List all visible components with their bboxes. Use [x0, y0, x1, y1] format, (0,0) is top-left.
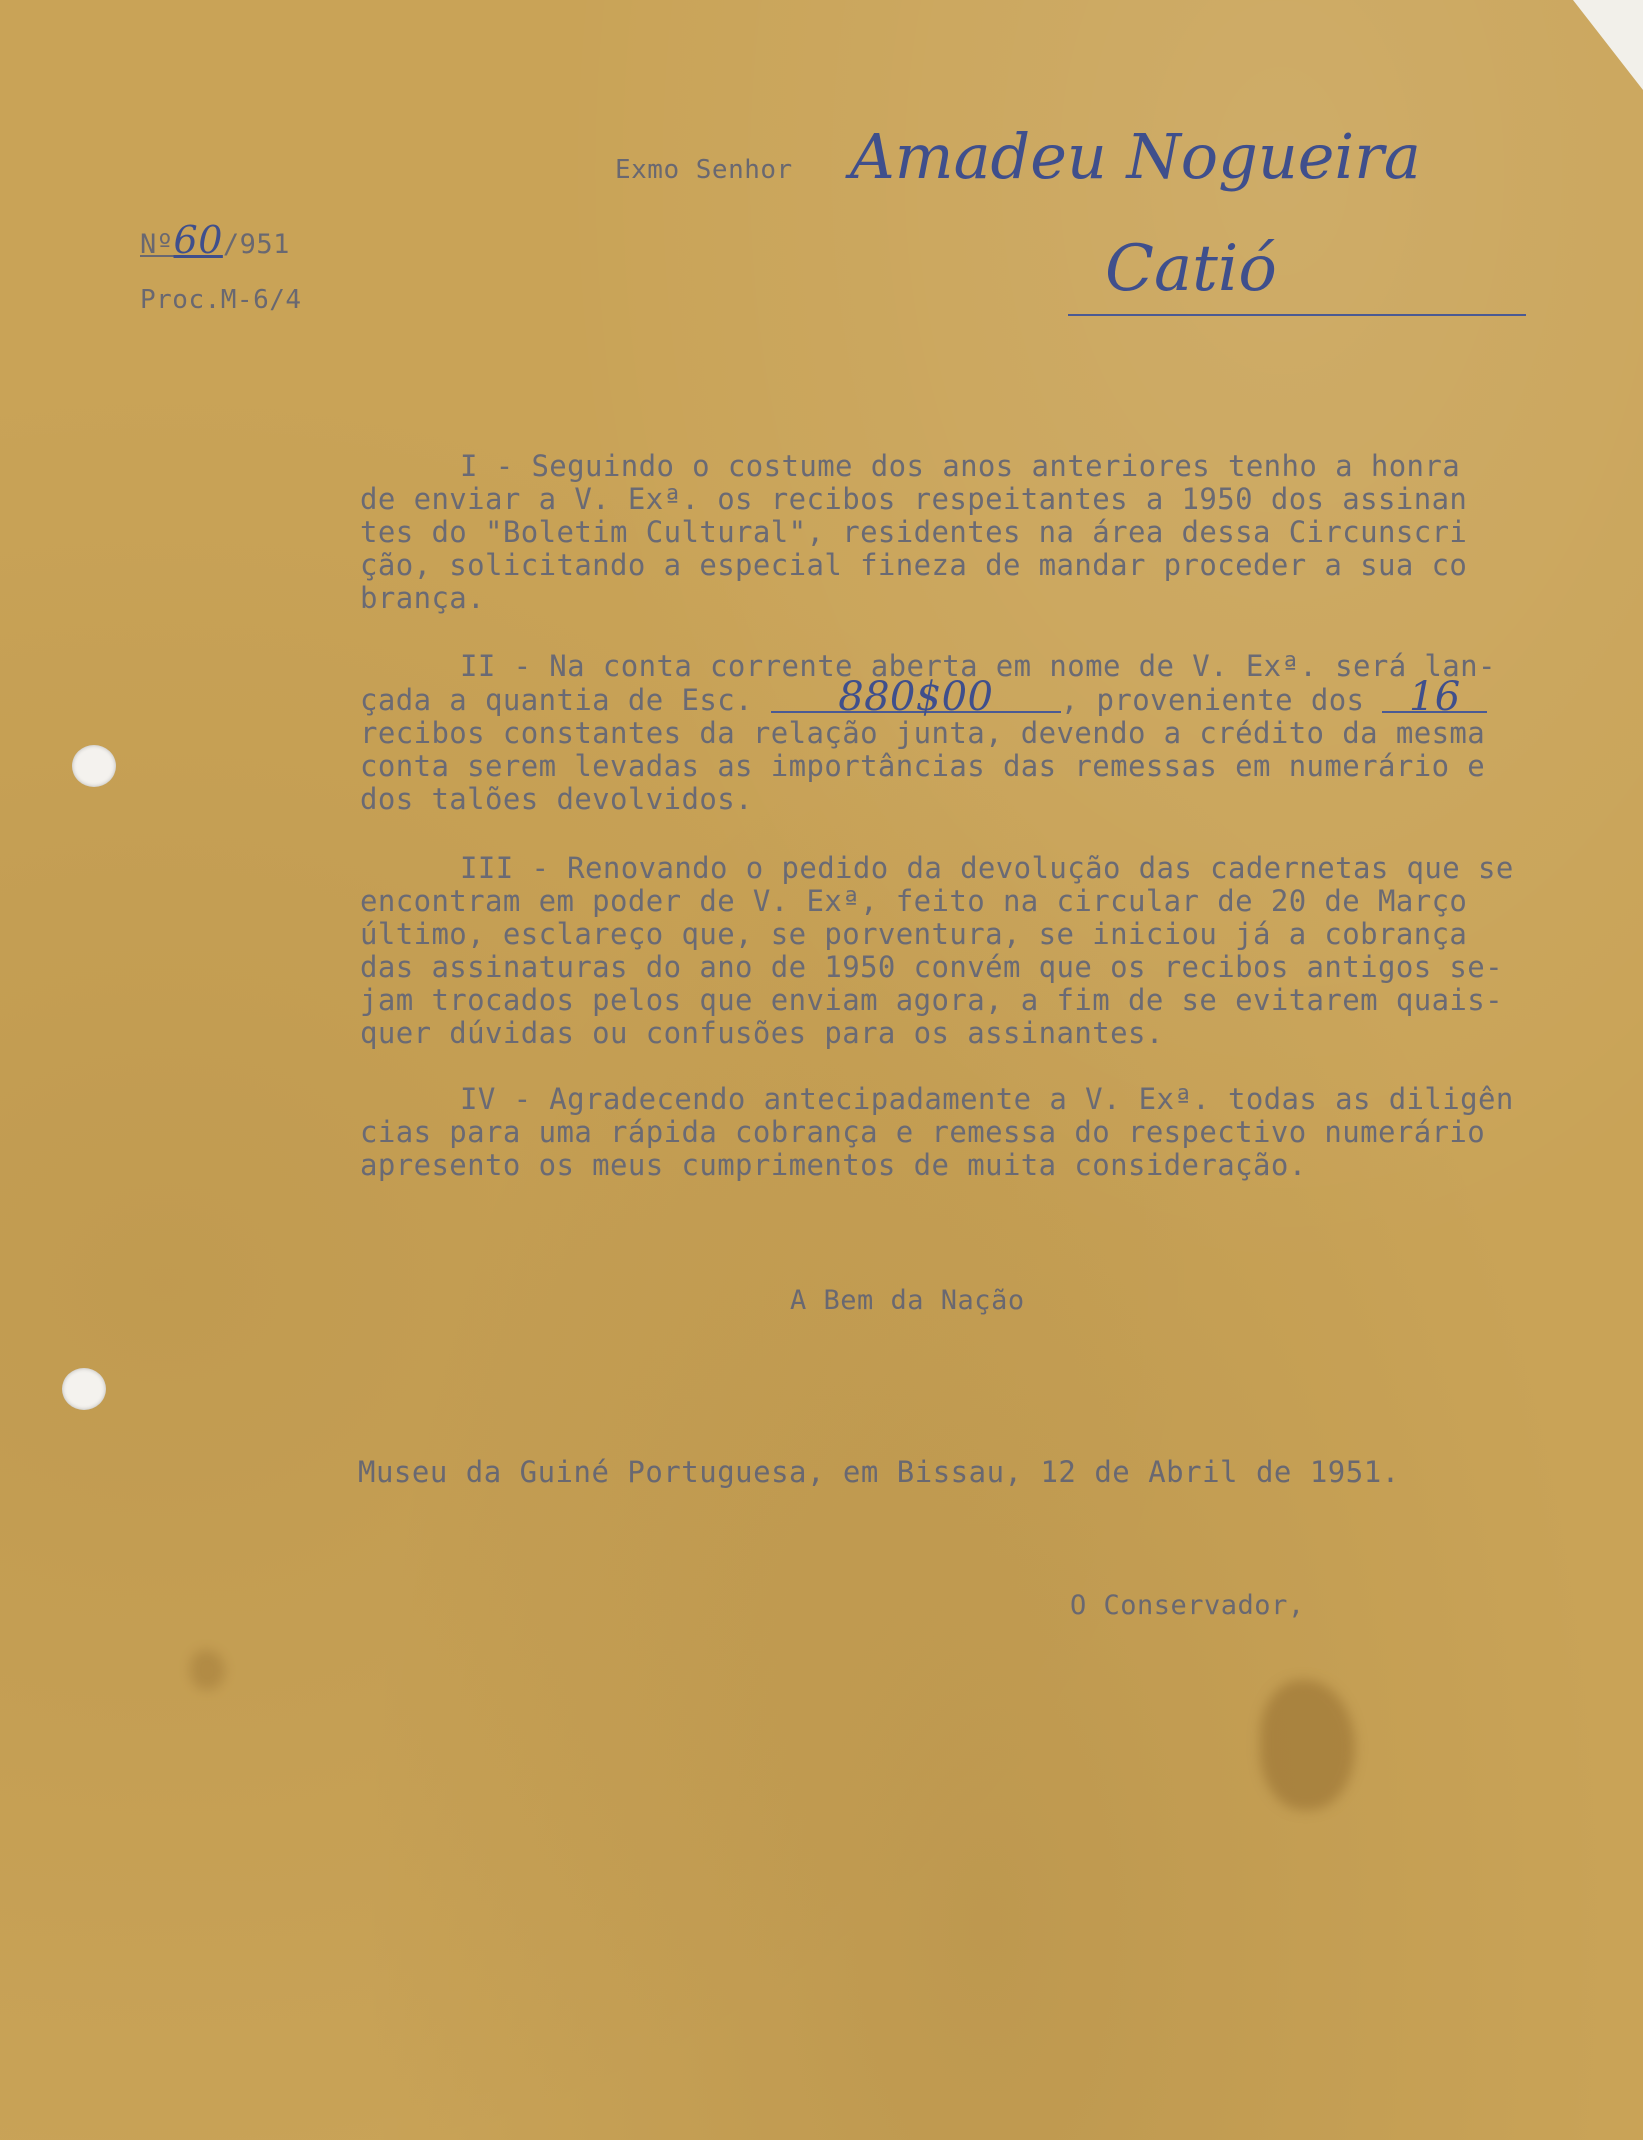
- paragraph-4: [360, 1083, 1605, 1182]
- paragraph-line: último, esclareço que, se porventura, se iniciou já a cobrança: [360, 917, 1468, 951]
- paragraph-line: III - Renovando o pedido da devolução das cadernetas que se: [460, 851, 1514, 885]
- paragraph-line: recibos constantes da relação junta, devendo a crédito da mesma: [360, 716, 1486, 750]
- paragraph-line: cias para uma rápida cobrança e remessa do respectivo numerário: [360, 1115, 1486, 1149]
- handwritten-count: 16: [1382, 683, 1487, 713]
- handwritten-addressee-name: Amadeu Nogueira: [850, 120, 1421, 193]
- salutation: Exmo Senhor: [615, 155, 793, 185]
- paragraph-line-with-amount: çada a quantia de Esc. 880$00 , proveniente dos 16: [360, 683, 1605, 717]
- punch-hole-upper: [72, 745, 116, 787]
- torn-corner: [1573, 0, 1643, 90]
- paragraph-line: conta serem levadas as importâncias das remessas em numerário e: [360, 749, 1486, 783]
- handwritten-amount: 880$00: [771, 683, 1061, 713]
- address-underline: [1068, 314, 1526, 316]
- place-and-date: Museu da Guiné Portuguesa, em Bissau, 12 de Abril de 1951.: [358, 1455, 1400, 1489]
- process-reference: Proc.M-6/4: [140, 285, 302, 315]
- stain-mark: [1260, 1680, 1355, 1810]
- paragraph-line: brança.: [360, 581, 486, 615]
- handwritten-number: 60: [173, 218, 223, 262]
- paragraph-line: I - Seguindo o costume dos anos anteriores tenho a honra: [460, 449, 1461, 483]
- paragraph-line: quer dúvidas ou confusões para os assinantes.: [360, 1016, 1164, 1050]
- paragraph-line: II - Na conta corrente aberta em nome de V. Exª. será lan-: [460, 649, 1496, 683]
- paragraph-3: [360, 852, 1605, 1050]
- paragraph-1: [360, 450, 1605, 615]
- paragraph-line: apresento os meus cumprimentos de muita consideração.: [360, 1148, 1307, 1182]
- closing-motto: A Bem da Nação: [790, 1285, 1025, 1316]
- paragraph-line: dos talões devolvidos.: [360, 782, 753, 816]
- paragraph-line: jam trocados pelos que enviam agora, a fim de se evitarem quais-: [360, 983, 1504, 1017]
- paragraph-line: tes do "Boletim Cultural", residentes na área dessa Circunscri: [360, 515, 1468, 549]
- reference-number: Nº60/951: [140, 218, 290, 262]
- punch-hole-lower: [62, 1368, 106, 1410]
- paragraph-line: encontram em poder de V. Exª, feito na circular de 20 de Março: [360, 884, 1468, 918]
- handwritten-addressee-place: Catió: [1105, 232, 1277, 306]
- paragraph-2: [360, 650, 1605, 816]
- paragraph-line: de enviar a V. Exª. os recibos respeitantes a 1950 dos assinan: [360, 482, 1468, 516]
- stain-mark: [190, 1650, 225, 1690]
- paragraph-line: ção, solicitando a especial fineza de mandar proceder a sua co: [360, 548, 1468, 582]
- signatory-title: O Conservador,: [1070, 1590, 1305, 1621]
- paragraph-line: IV - Agradecendo antecipadamente a V. Exª. todas as diligên: [460, 1082, 1514, 1116]
- paragraph-line: das assinaturas do ano de 1950 convém que os recibos antigos se-: [360, 950, 1504, 984]
